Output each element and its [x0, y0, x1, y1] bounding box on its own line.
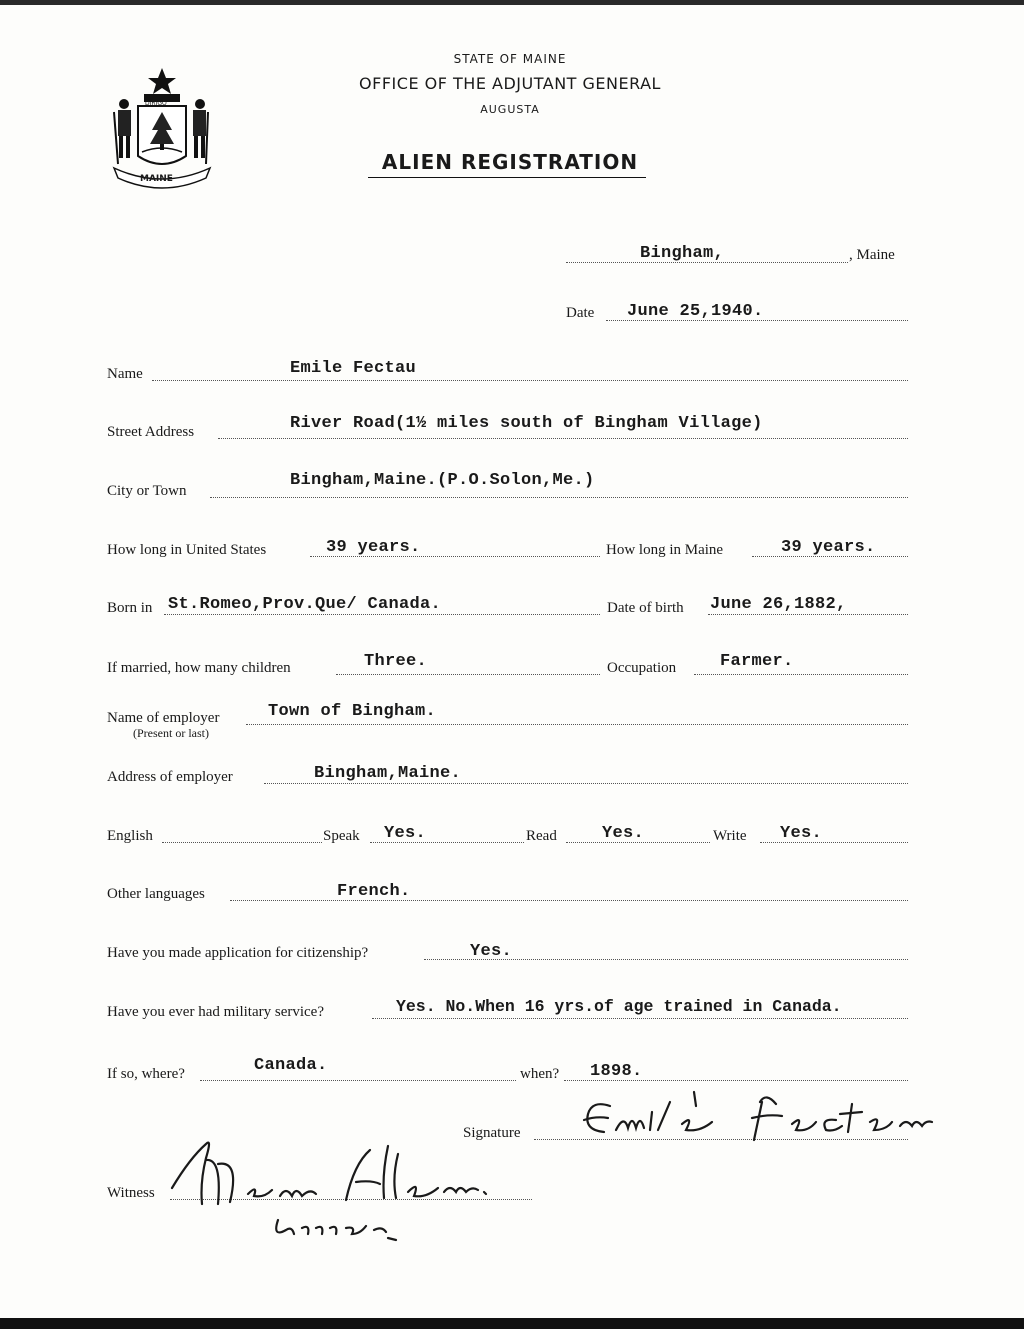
witness-signature: [160, 1134, 500, 1244]
employer-line: [246, 724, 908, 725]
born-in-label: Born in: [107, 600, 153, 616]
where-label: If so, where?: [107, 1066, 185, 1082]
name-value: Emile Fectau: [290, 359, 417, 378]
street-value: River Road(1½ miles south of Bingham Village): [290, 414, 763, 433]
employer-label: Name of employer: [107, 710, 220, 726]
employer-sublabel: (Present or last): [133, 726, 209, 740]
write-value: Yes.: [780, 824, 823, 843]
maine-label: , Maine: [849, 247, 895, 263]
military-line: [372, 1018, 908, 1019]
write-label: Write: [713, 828, 747, 844]
when-value: 1898.: [590, 1062, 643, 1081]
seal-motto: DIRIGO: [145, 100, 167, 107]
how-long-us-label: How long in United States: [107, 542, 267, 558]
city-line: [210, 497, 908, 498]
born-in-value: St.Romeo,Prov.Que/ Canada.: [168, 595, 442, 614]
place-value: Bingham,: [640, 244, 725, 263]
where-line: [200, 1080, 516, 1081]
signature-label: Signature: [463, 1125, 521, 1141]
speak-label: Speak: [323, 828, 360, 844]
employer-address-value: Bingham,Maine.: [314, 764, 462, 783]
employer-value: Town of Bingham.: [268, 702, 437, 721]
date-of-birth-line: [708, 614, 908, 615]
scan-edge-top: [0, 0, 1024, 5]
name-line: [152, 380, 908, 381]
seal-banner: MAINE: [140, 174, 173, 184]
header-office: OFFICE OF THE ADJUTANT GENERAL: [359, 74, 661, 93]
military-label: Have you ever had military service?: [107, 1004, 324, 1020]
children-value: Three.: [364, 652, 428, 671]
when-label: when?: [520, 1066, 560, 1082]
witness-label: Witness: [107, 1185, 155, 1201]
children-label: If married, how many children: [107, 660, 291, 676]
date-value: June 25,1940.: [627, 302, 764, 321]
military-value: Yes. No.When 16 yrs.of age trained in Canada.: [396, 997, 842, 1016]
where-value: Canada.: [254, 1056, 328, 1075]
header-city: AUGUSTA: [480, 103, 540, 116]
name-label: Name: [107, 366, 143, 382]
street-line: [218, 438, 908, 439]
other-languages-value: French.: [337, 882, 411, 901]
read-label: Read: [526, 828, 557, 844]
title-underline: [368, 177, 646, 178]
date-label: Date: [566, 305, 595, 321]
how-long-us-value: 39 years.: [326, 538, 421, 557]
applicant-signature: [570, 1082, 940, 1152]
born-in-line: [164, 614, 600, 615]
city-value: Bingham,Maine.(P.O.Solon,Me.): [290, 471, 595, 490]
street-label: Street Address: [107, 424, 195, 440]
date-of-birth-label: Date of birth: [607, 600, 684, 616]
header-state: STATE OF MAINE: [453, 52, 567, 66]
other-languages-label: Other languages: [107, 886, 205, 902]
how-long-maine-label: How long in Maine: [606, 542, 724, 558]
citizenship-value: Yes.: [470, 942, 513, 961]
other-languages-line: [230, 900, 908, 901]
city-label: City or Town: [107, 483, 187, 499]
english-label: English: [107, 828, 153, 844]
maine-seal: [108, 64, 216, 190]
employer-address-label: Address of employer: [107, 769, 233, 785]
form-title: ALIEN REGISTRATION: [381, 150, 639, 174]
occupation-value: Farmer.: [720, 652, 794, 671]
read-value: Yes.: [602, 824, 645, 843]
citizenship-label: Have you made application for citizenship?: [107, 945, 369, 961]
english-line: [162, 842, 322, 843]
occupation-label: Occupation: [607, 660, 677, 676]
occupation-line: [694, 674, 908, 675]
speak-value: Yes.: [384, 824, 427, 843]
children-line: [336, 674, 600, 675]
date-of-birth-value: June 26,1882,: [710, 595, 847, 614]
employer-address-line: [264, 783, 908, 784]
scan-edge-bottom: [0, 1318, 1024, 1329]
how-long-maine-value: 39 years.: [781, 538, 876, 557]
